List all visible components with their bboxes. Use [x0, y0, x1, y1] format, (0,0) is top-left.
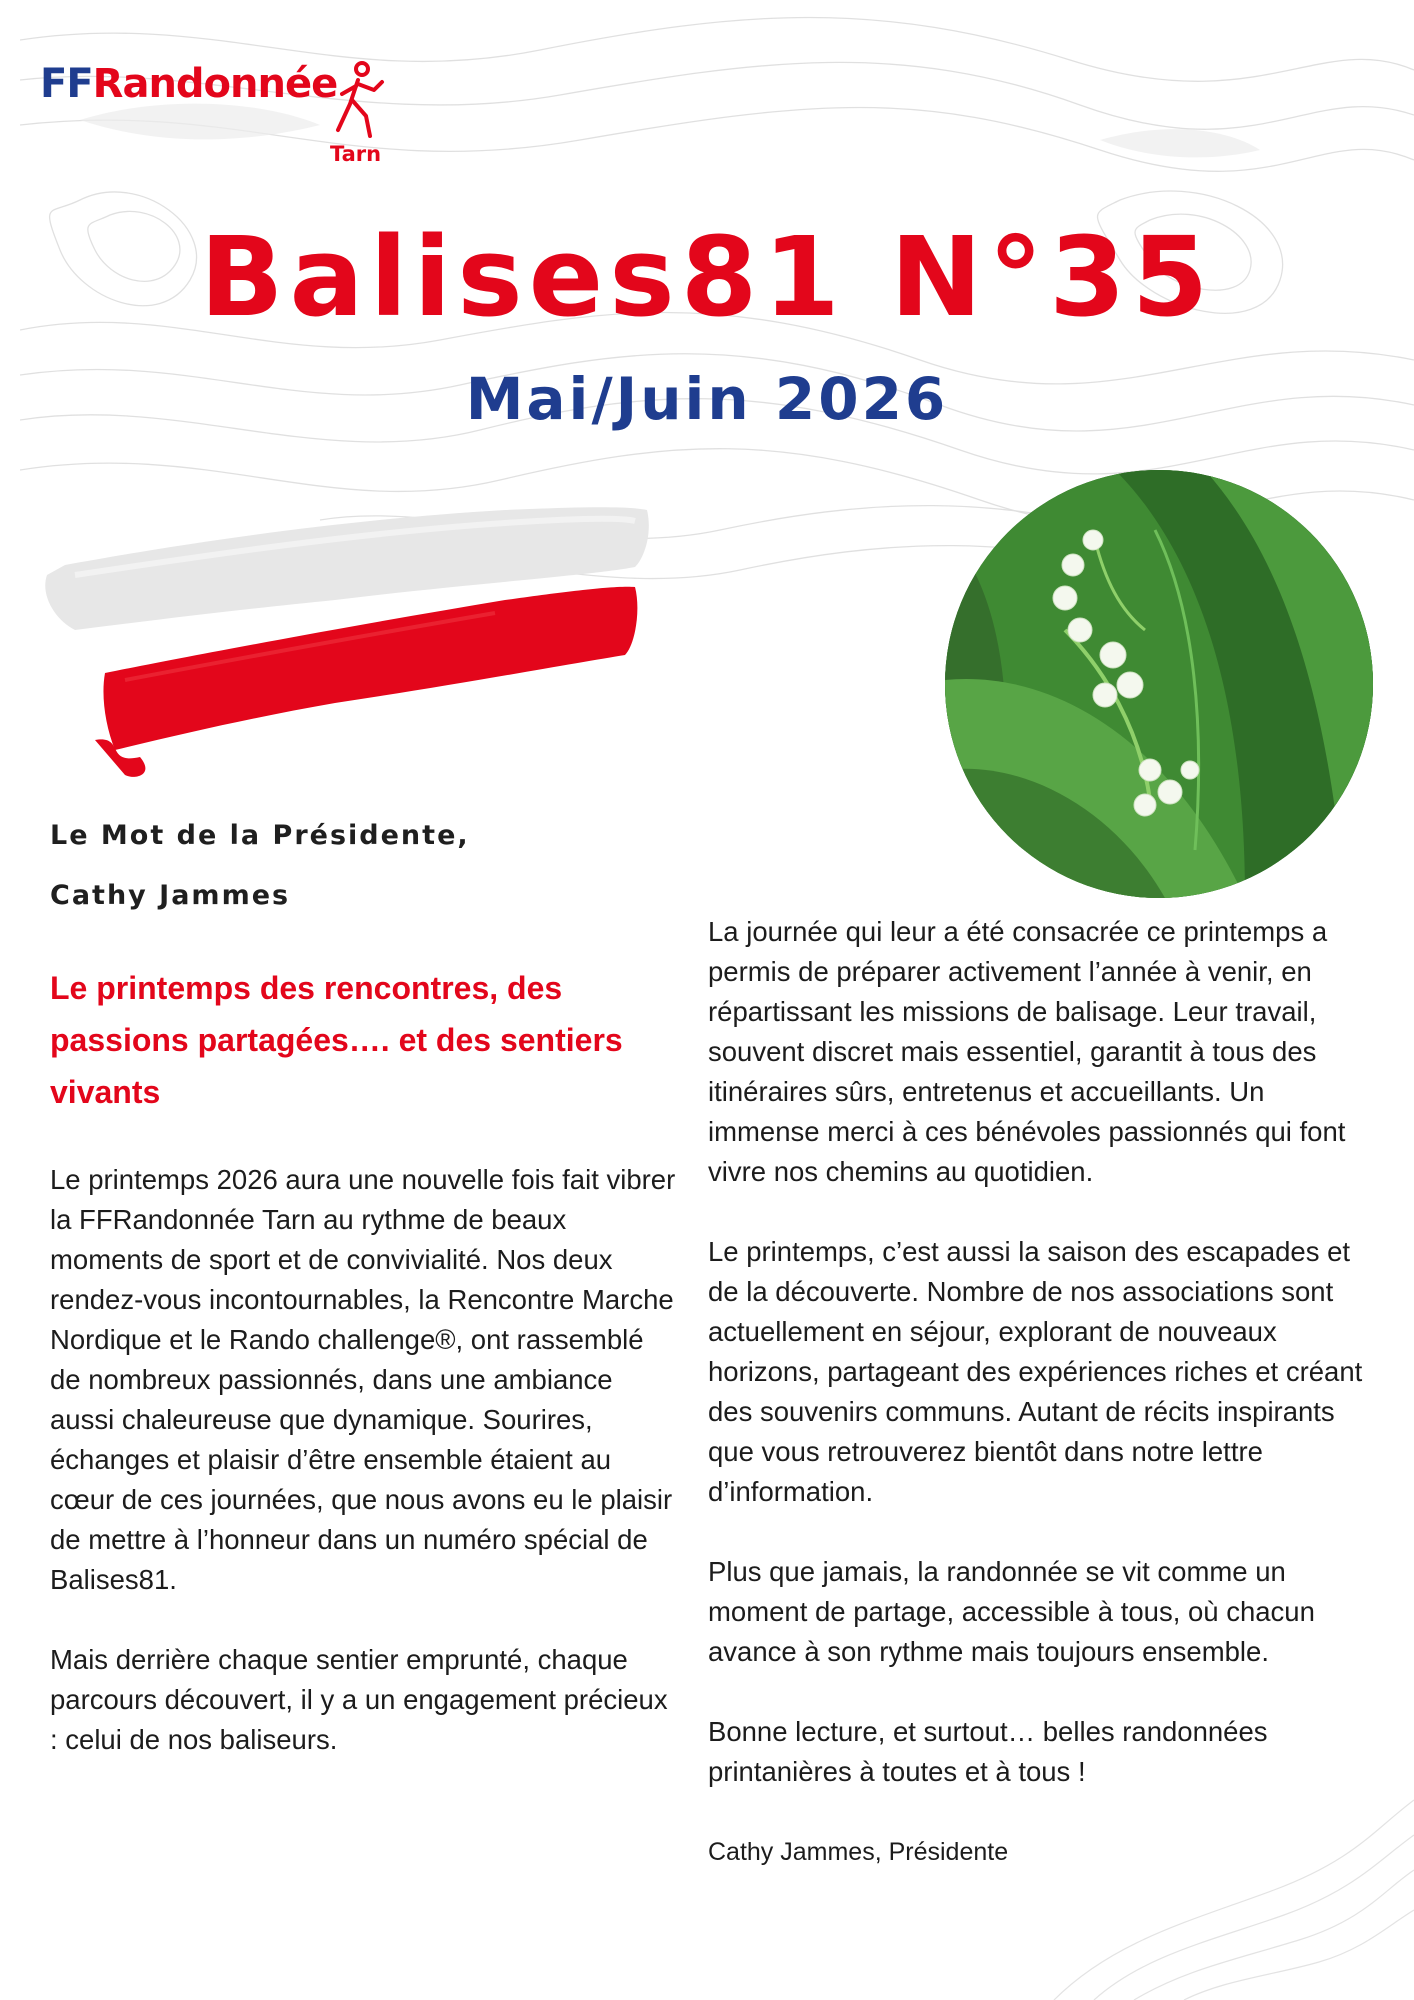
logo-wordmark: [40, 61, 338, 107]
signature: Cathy Jammes, Présidente: [708, 1838, 1009, 1866]
logo-ff: FF: [40, 61, 93, 107]
hiker-icon: [328, 60, 388, 140]
paragraph: Bonne lecture, et surtout… belles randonnées printanières à toutes et à tous !: [708, 1716, 1268, 1787]
paragraph: Mais derrière chaque sentier emprunté, chaque parcours découvert, il y a un engagement précieux : celui de nos baliseurs.: [50, 1644, 668, 1755]
editorial-headline: Le printemps des rencontres, des passions partagées…. et des sentiers vivants: [50, 970, 623, 1110]
brush-stroke-decoration: [35, 505, 660, 780]
paragraph: Le printemps, c’est aussi la saison des escapades et de la découverte. Nombre de nos associations sont actuellement en séjour, explorant de nouveaux horizons, partageant des expériences riches et créant des souvenirs communs. Autant de récits inspirants que vous retrouverez bientôt dans notre lettre d’information.: [708, 1236, 1363, 1507]
newsletter-issue-date: Mai/Juin 2026: [465, 365, 949, 433]
logo-region: Tarn: [330, 142, 382, 166]
ffrandonnee-tarn-logo: [40, 60, 410, 170]
left-column: [50, 1160, 680, 1800]
lily-of-the-valley-illustration: [945, 470, 1373, 898]
newsletter-title: Balises81 N°35: [199, 213, 1215, 341]
paragraph: Le printemps 2026 aura une nouvelle fois fait vibrer la FFRandonnée Tarn au rythme de beaux moments de sport et de convivialité. Nos deux rendez-vous incontournables, la Rencontre Marche Nordique et le Rando challenge®, ont rassemblé de nombreux passionnés, dans une ambiance aussi chaleureuse que dynamique. Sourires, échanges et plaisir d’être ensemble étaient au cœur de ces journées, que nous avons eu le plaisir de mettre à l’honneur dans un numéro spécial de Balises81.: [50, 1164, 676, 1595]
president-section-title: Le Mot de la Présidente,: [50, 820, 470, 851]
logo-randonnee: Randonnée: [92, 61, 338, 107]
paragraph: La journée qui leur a été consacrée ce printemps a permis de préparer activement l’année à venir, en répartissant les missions de balisage. Leur travail, souvent discret mais essentiel, garantit à tous des itinéraires sûrs, entretenus et accueillants. Un immense merci à ces bénévoles passionnés qui font vivre nos chemins au quotidien.: [708, 916, 1346, 1187]
president-name: Cathy Jammes: [50, 880, 291, 911]
right-column: [708, 912, 1378, 1872]
lily-of-the-valley-photo: [945, 470, 1373, 898]
paragraph: Plus que jamais, la randonnée se vit comme un moment de partage, accessible à tous, où chacun avance à son rythme mais toujours ensemble.: [708, 1556, 1315, 1667]
